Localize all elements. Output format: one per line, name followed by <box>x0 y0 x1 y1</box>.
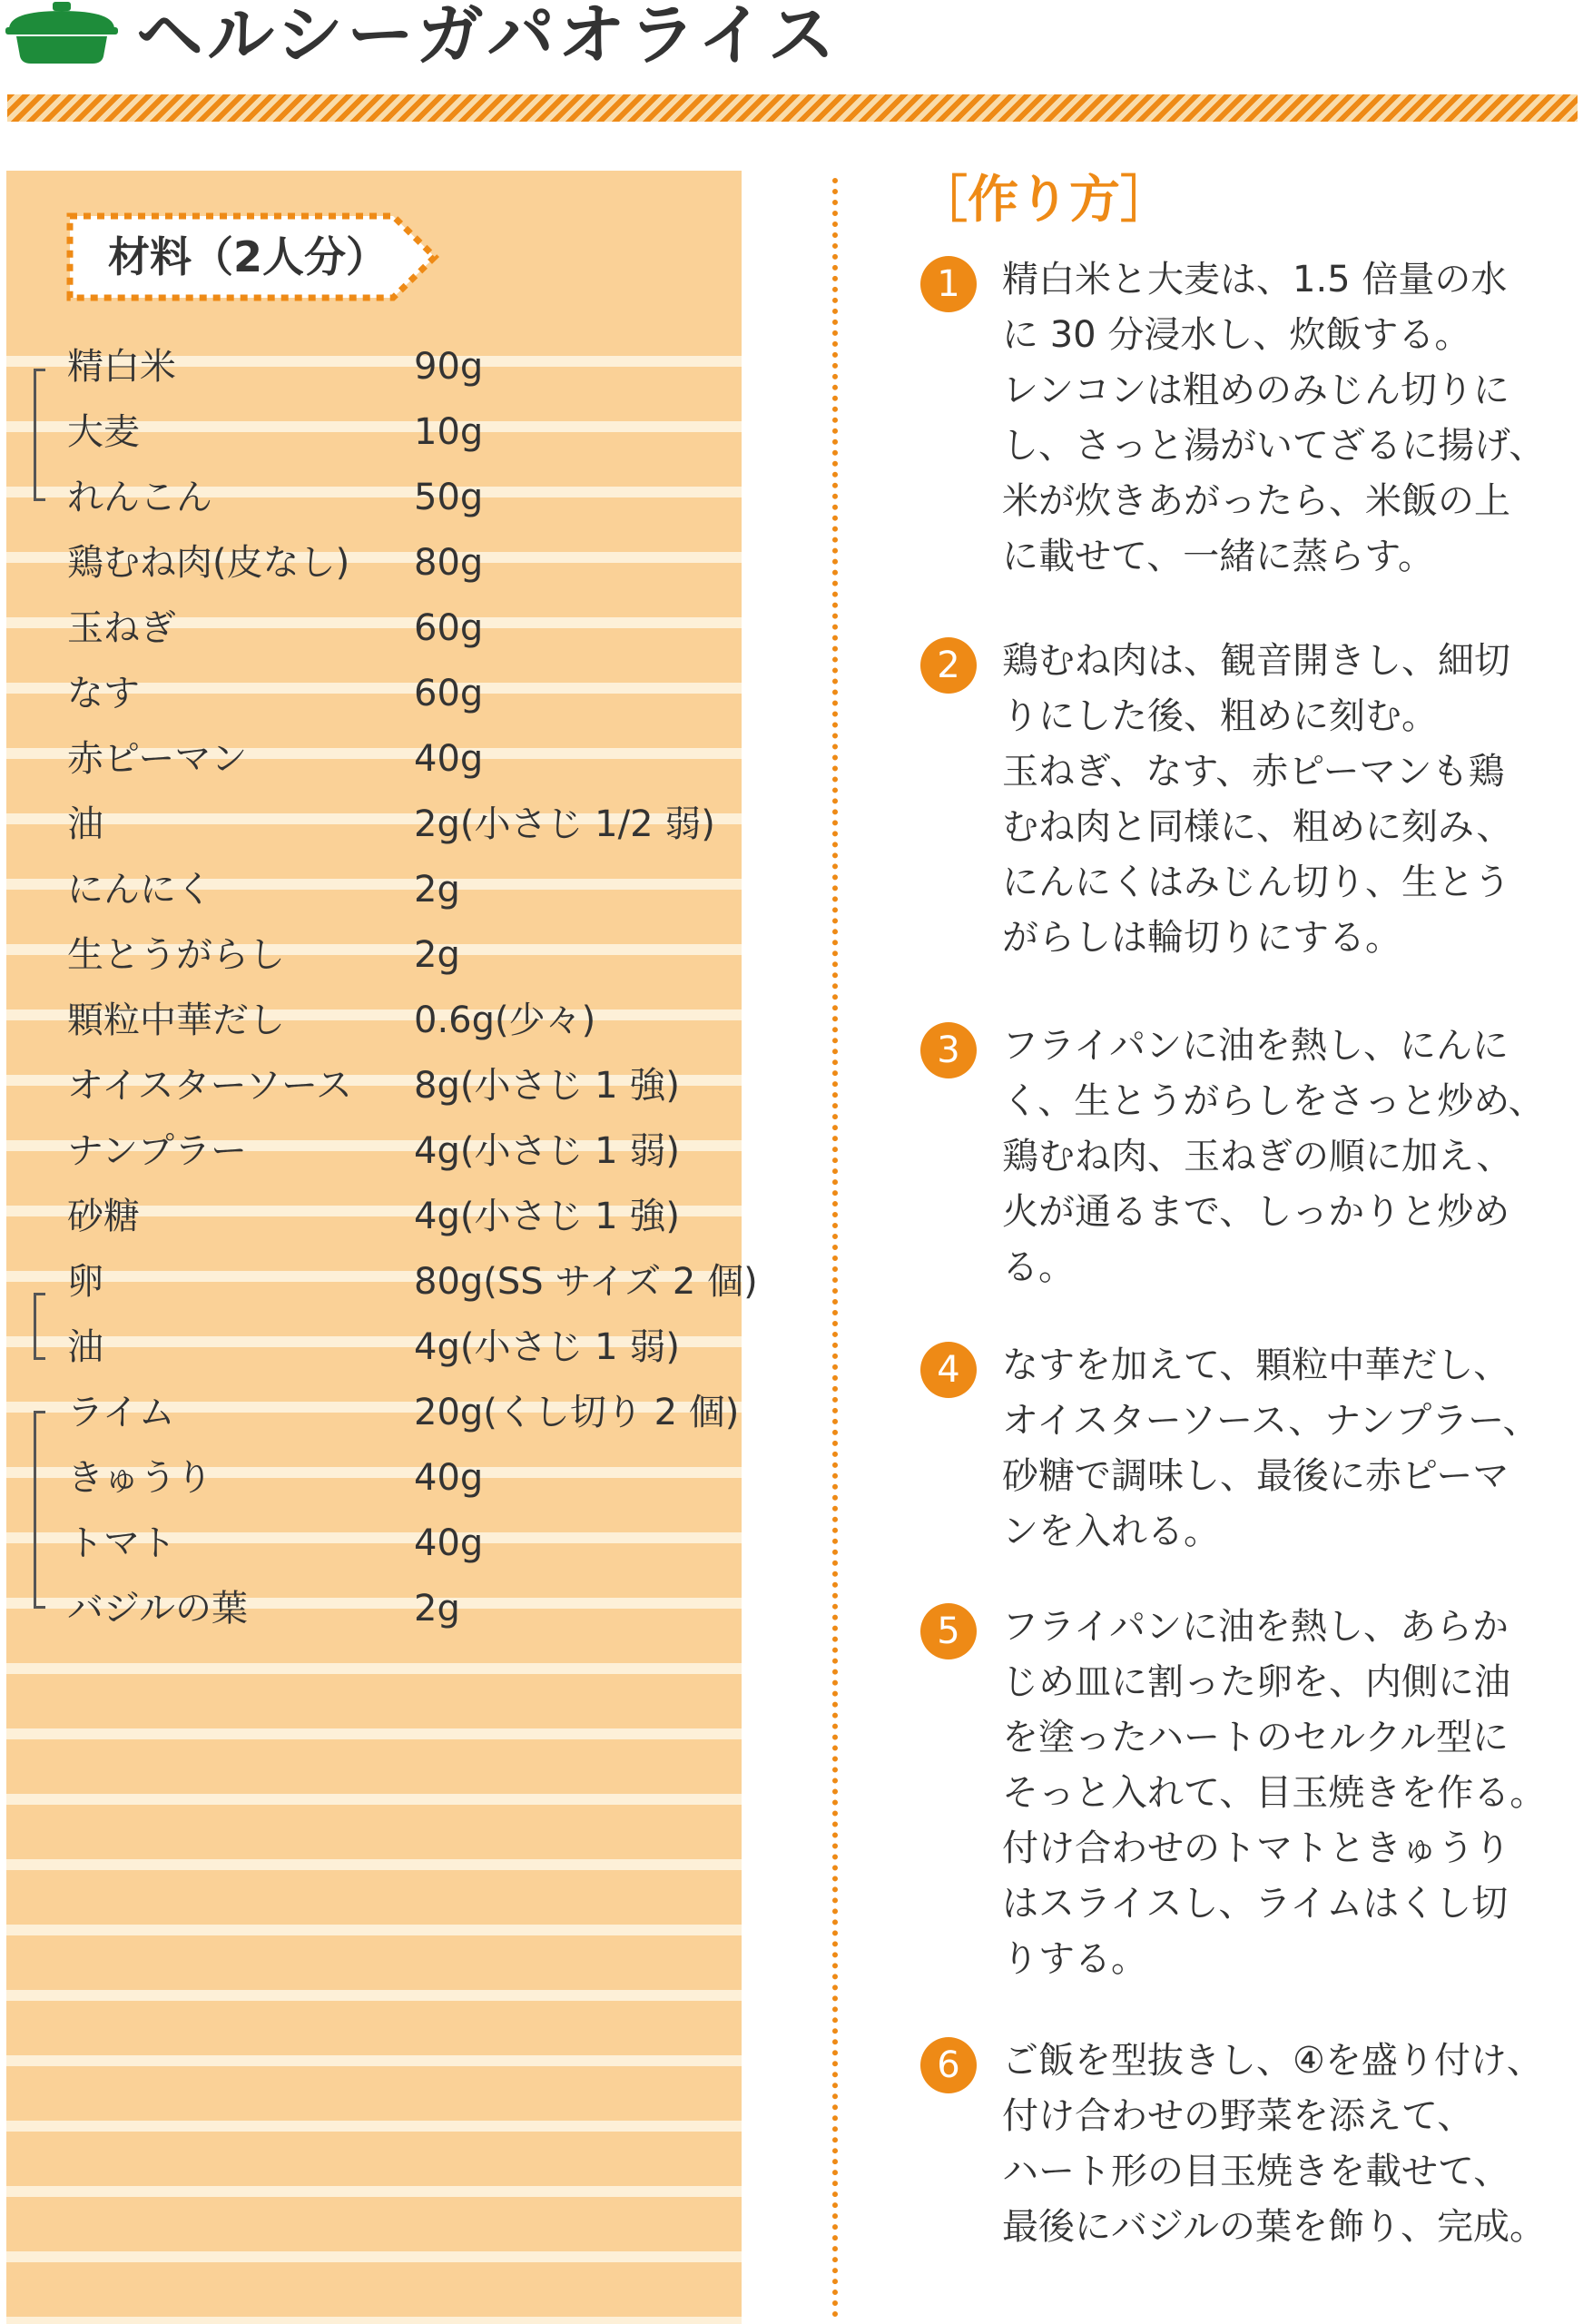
ingredient-row <box>6 405 742 459</box>
step-line: フライパンに油を熱し、あらか <box>1002 1606 1509 1648</box>
ingredient-amount: 4g(小さじ 1 弱) <box>414 1130 680 1172</box>
ingredient-amount: 40g <box>414 1457 484 1499</box>
ingredient-amount: 8g(小さじ 1 強) <box>414 1065 680 1107</box>
step-line: 最後にバジルの葉を飾り、完成。 <box>1002 2206 1546 2248</box>
ingredient-row <box>6 1059 742 1113</box>
step-line: 付け合わせの野菜を添えて、 <box>1002 2095 1474 2137</box>
step-number-badge: 5 <box>920 1603 977 1659</box>
ingredient-row <box>6 797 742 852</box>
ingredient-amount: 90g <box>414 346 484 388</box>
ingredient-amount: 10g <box>414 411 484 453</box>
ingredient-row <box>6 340 742 394</box>
ingredient-amount: 2g <box>414 1588 460 1630</box>
step-line: 鶏むね肉は、観音開きし、細切 <box>1002 640 1510 682</box>
ingredient-name: 精白米 <box>67 346 176 388</box>
step-line: く、生とうがらしをさっと炒め、 <box>1002 1080 1545 1122</box>
ingredient-row <box>6 1581 742 1636</box>
ingredient-row <box>6 1255 758 1309</box>
step-line: むね肉と同様に、粗めに刻み、 <box>1002 806 1513 848</box>
ingredient-name: オイスターソース <box>67 1065 352 1107</box>
step-line: そっと入れて、目玉焼きを作る。 <box>1002 1772 1547 1814</box>
step-line: がらしは輪切りにする。 <box>1002 917 1401 959</box>
step-text <box>1002 1338 1576 1560</box>
step-line: レンコンは粗めのみじん切りに <box>1002 369 1509 411</box>
ingredient-row <box>6 1320 742 1374</box>
step-line: に載せて、一緒に蒸らす。 <box>1002 536 1434 577</box>
ingredient-name: 顆粒中華だし <box>67 1000 285 1041</box>
ingredient-name: ナンプラー <box>67 1130 247 1172</box>
step-line: じめ皿に割った卵を、内側に油 <box>1002 1661 1510 1703</box>
ingredients-title: 材料（2人分） <box>108 232 388 281</box>
ingredient-amount: 40g <box>414 738 484 780</box>
ingredient-name: 生とうがらし <box>67 934 285 976</box>
ingredient-row <box>6 1451 742 1505</box>
step-text <box>1002 1600 1576 1987</box>
step-line: 精白米と大麦は、1.5 倍量の水 <box>1002 259 1508 300</box>
ingredient-amount: 60g <box>414 607 484 649</box>
ingredient-name: 油 <box>67 803 103 845</box>
step-text <box>1002 252 1576 585</box>
ingredient-row <box>6 1385 742 1440</box>
ingredient-amount: 80g <box>414 542 484 584</box>
step-number-badge: 4 <box>920 1342 977 1398</box>
step-line: ご飯を型抜きし、④を盛り付け、 <box>1002 2040 1543 2082</box>
step-line: りする。 <box>1002 1938 1147 1980</box>
bracket-garnish-group <box>34 1411 45 1609</box>
ingredients-badge <box>66 212 442 301</box>
ingredient-name: にんにく <box>67 869 212 911</box>
column-divider <box>832 178 838 2319</box>
page-title: ヘルシーガパオライス <box>136 0 839 74</box>
ingredient-amount: 2g <box>414 869 460 911</box>
hatched-divider <box>7 94 1578 122</box>
ingredient-row <box>6 601 742 655</box>
ingredient-row <box>6 470 742 525</box>
step-line: 砂糖で調味し、最後に赤ピーマ <box>1002 1455 1509 1497</box>
ingredient-row <box>6 666 742 721</box>
bracket-egg-group <box>34 1293 45 1360</box>
step-line: を塗ったハートのセルクル型に <box>1002 1717 1509 1758</box>
ingredient-amount: 80g(SS サイズ 2 個) <box>414 1261 758 1303</box>
ingredient-name: れんこん <box>67 477 212 518</box>
step-text <box>1002 1019 1576 1295</box>
ingredient-name: 赤ピーマン <box>67 738 248 780</box>
ingredient-name: 油 <box>67 1326 103 1368</box>
ingredient-amount: 0.6g(少々) <box>414 1000 596 1041</box>
bracket-rice-group <box>34 369 45 501</box>
ingredient-name: 鶏むね肉(皮なし) <box>67 542 350 584</box>
step-line: 付け合わせのトマトときゅうり <box>1002 1827 1510 1869</box>
ingredient-amount: 50g <box>414 477 484 518</box>
pot-icon <box>5 2 118 65</box>
step-line: 玉ねぎ、なす、赤ピーマンも鶏 <box>1002 751 1505 793</box>
ingredient-row <box>6 1516 742 1571</box>
ingredient-amount: 20g(くし切り 2 個) <box>414 1392 740 1433</box>
step-line: はスライスし、ライムはくし切 <box>1002 1883 1509 1925</box>
ingredient-name: 大麦 <box>67 411 140 453</box>
ingredient-amount: 60g <box>414 673 484 714</box>
ingredient-name: きゅうり <box>67 1457 212 1499</box>
step-line: オイスターソース、ナンプラー、 <box>1002 1400 1539 1442</box>
ingredient-amount: 4g(小さじ 1 弱) <box>414 1326 680 1368</box>
ingredient-amount: 2g <box>414 934 460 976</box>
step-number-badge: 3 <box>920 1022 977 1078</box>
step-line: ハート形の目玉焼きを載せて、 <box>1002 2151 1510 2192</box>
ingredient-name: 玉ねぎ <box>67 607 176 649</box>
step-text <box>1002 634 1576 966</box>
ingredient-row <box>6 862 742 917</box>
ingredient-row <box>6 928 742 982</box>
step-text <box>1002 2034 1576 2255</box>
step-line: 鶏むね肉、玉ねぎの順に加え、 <box>1002 1136 1513 1177</box>
step-number-badge: 1 <box>920 256 977 312</box>
step-line: 火が通るまで、しっかりと炒め <box>1002 1191 1510 1233</box>
step-line: る。 <box>1002 1246 1075 1288</box>
ingredient-row <box>6 1124 742 1178</box>
step-line: し、さっと湯がいてざるに揚げ、 <box>1002 425 1546 467</box>
method-title: ［作り方］ <box>917 171 1171 230</box>
ingredient-name: なす <box>67 673 140 714</box>
ingredient-amount: 2g(小さじ 1/2 弱) <box>414 803 715 845</box>
ingredient-row <box>6 732 742 786</box>
step-line: に 30 分浸水し、炊飯する。 <box>1002 314 1471 356</box>
ingredient-name: トマト <box>67 1522 176 1564</box>
step-line: フライパンに油を熱し、にんに <box>1002 1025 1509 1067</box>
step-line: 米が炊きあがったら、米飯の上 <box>1002 480 1510 522</box>
ingredient-name: 卵 <box>67 1261 103 1303</box>
step-line: にんにくはみじん切り、生とう <box>1002 862 1510 903</box>
step-number-badge: 2 <box>920 637 977 694</box>
recipe-header <box>0 0 1583 82</box>
ingredient-name: 砂糖 <box>67 1196 140 1237</box>
step-line: ンを入れる。 <box>1002 1511 1220 1552</box>
step-line: りにした後、粗めに刻む。 <box>1002 695 1438 737</box>
ingredient-row <box>6 993 742 1048</box>
ingredient-amount: 4g(小さじ 1 強) <box>414 1196 680 1237</box>
ingredient-name: ライム <box>67 1392 175 1433</box>
ingredient-row <box>6 536 742 590</box>
ingredients-panel <box>6 171 758 2324</box>
ingredient-amount: 40g <box>414 1522 484 1564</box>
step-line: なすを加えて、顆粒中華だし、 <box>1002 1344 1510 1386</box>
step-number-badge: 6 <box>920 2037 977 2093</box>
ingredient-row <box>6 1189 742 1244</box>
ingredient-name: バジルの葉 <box>67 1588 248 1630</box>
